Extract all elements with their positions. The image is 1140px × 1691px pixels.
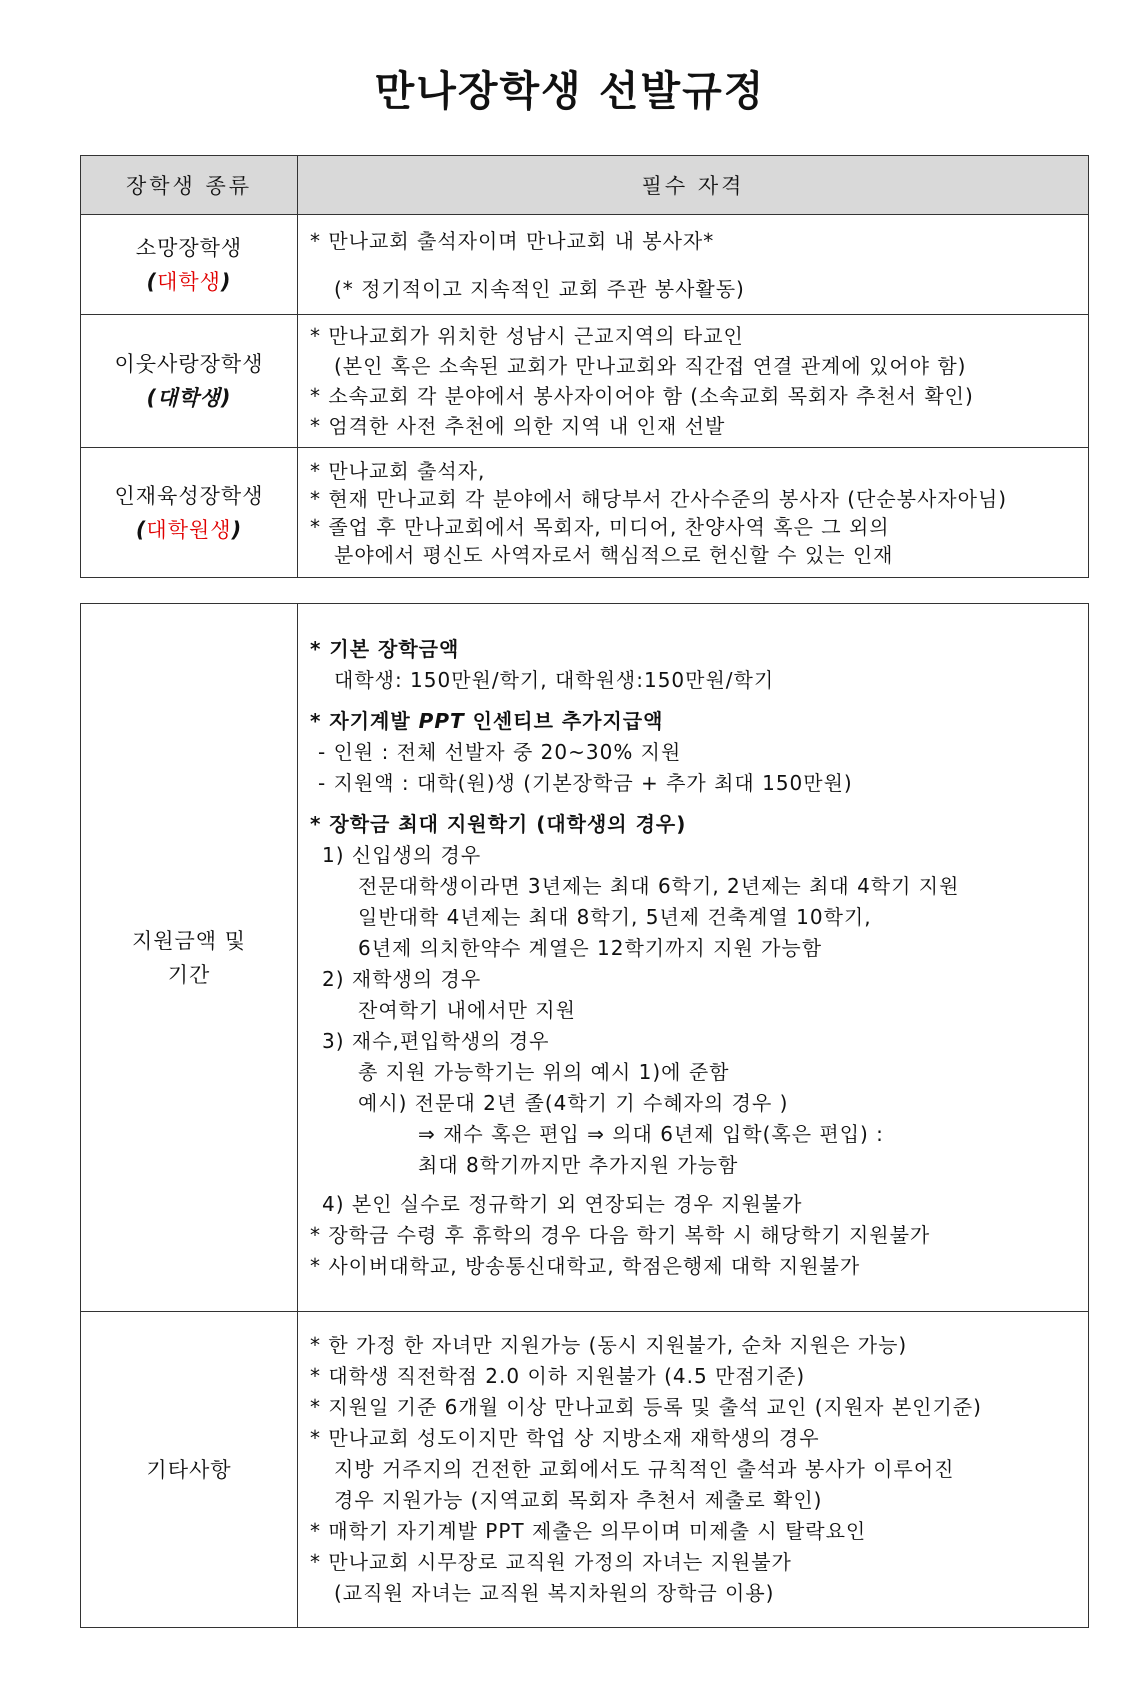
support-label-line1: 지원금액 및 [131,928,247,953]
table-row [81,1312,1089,1628]
spacer [310,1181,1076,1189]
max-line: 최대 8학기까지만 추가지원 가능함 [418,1152,739,1177]
max-line: 2) 재학생의 경우 [322,966,482,991]
requirement-line: (* 정기적이고 지속적인 교회 주관 봉사활동) [334,276,745,301]
requirement-line: * 만나교회가 위치한 성남시 근교지역의 타교인 [310,324,744,348]
max-line: 예시) 전문대 2년 졸(4학기 기 수혜자의 경우 ) [358,1090,789,1115]
table-row [81,448,1089,578]
requirement-cell [298,448,1089,578]
page-title: 만나장학생 선발규정 [374,67,766,115]
etc-line: 지방 거주지의 건전한 교회에서도 규칙적인 출석과 봉사가 이루어진 [334,1457,955,1481]
requirement-line: * 졸업 후 만나교회에서 목회자, 미디어, 찬양사역 혹은 그 외의 [310,514,890,539]
basic-amount-line: 대학생: 150만원/학기, 대학원생:150만원/학기 [334,667,775,692]
etc-line: * 매학기 자기계발 PPT 제출은 의무이며 미제출 시 탈락요인 [310,1519,867,1543]
requirement-line: * 소속교회 각 분야에서 봉사자이어야 함 (소속교회 목회자 추천서 확인) [310,384,974,408]
table-row [81,215,1089,315]
ppt-line: - 인원 : 전체 선발자 중 20~30% 지원 [318,739,682,764]
max-line: ⇒ 재수 혹은 편입 ⇒ 의대 6년제 입학(혹은 편입) : [418,1121,884,1146]
ppt-title-post: 인센티브 추가지급액 [464,708,664,733]
max-semester-title: * 장학금 최대 지원학기 (대학생의 경우) [310,811,687,836]
requirement-line: * 만나교회 출석자이며 만나교회 내 봉사자* [310,228,715,253]
scholarship-name: 이웃사랑장학생 [114,352,264,376]
etc-detail-cell [298,1312,1089,1628]
category-cell [81,1312,298,1628]
support-detail-cell [298,604,1089,1312]
etc-line: * 만나교회 성도이지만 학업 상 지방소재 재학생의 경우 [310,1426,820,1450]
category-cell [81,448,298,578]
etc-line: * 만나교회 시무장로 교직원 가정의 자녀는 지원불가 [310,1550,792,1574]
max-line: 일반대학 4년제는 최대 8학기, 5년제 건축계열 10학기, [358,904,872,929]
max-line: 1) 신입생의 경우 [322,842,482,867]
scholarship-name: 소망장학생 [135,235,243,260]
header-scholarship-type: 장학생 종류 [81,156,298,215]
requirement-cell [298,215,1089,315]
category-cell [81,215,298,315]
table-row [81,315,1089,448]
ppt-title-ppt: PPT [418,708,465,733]
scholarship-level: (대학생) [146,269,232,294]
requirement-line: * 현재 만나교회 각 분야에서 해당부서 간사수준의 봉사자 (단순봉사자아님) [310,486,1008,511]
scholarship-level: (대학원생) [135,517,243,542]
qualification-table [80,155,1089,578]
max-line: 6년제 의치한약수 계열은 12학기까지 지원 가능함 [358,935,823,960]
level-text: 대학생 [157,386,221,410]
basic-amount-title: * 기본 장학금액 [310,636,460,661]
max-line: 4) 본인 실수로 정규학기 외 연장되는 경우 지원불가 [322,1191,803,1216]
requirement-line: * 엄격한 사전 추천에 의한 지역 내 인재 선발 [310,414,726,438]
max-line: 전문대학생이라면 3년제는 최대 6학기, 2년제는 최대 4학기 지원 [358,873,960,898]
requirement-cell [298,315,1089,448]
category-cell [81,604,298,1312]
requirement-line: (본인 혹은 소속된 교회가 만나교회와 직간접 연결 관계에 있어야 함) [334,354,967,378]
max-line: 3) 재수,편입학생의 경우 [322,1028,550,1053]
etc-line: * 지원일 기준 6개월 이상 만나교회 등록 및 출석 교인 (지원자 본인기준) [310,1395,982,1419]
scholarship-level: (대학생) [146,386,232,410]
etc-line: (교직원 자녀는 교직원 복지차원의 장학금 이용) [334,1581,775,1605]
table-header-row [81,156,1089,215]
support-label-line2: 기간 [167,962,211,987]
max-line: 총 지원 가능학기는 위의 예시 1)에 준함 [358,1059,730,1084]
support-note: * 장학금 수령 후 휴학의 경우 다음 학기 복학 시 해당학기 지원불가 [310,1222,931,1247]
requirement-line: 분야에서 평신도 사역자로서 핵심적으로 헌신할 수 있는 인재 [334,542,894,567]
level-text: 대학원생 [146,517,232,542]
ppt-line: - 지원액 : 대학(원)생 (기본장학금 + 추가 최대 150만원) [318,770,853,795]
etc-line: * 대학생 직전학점 2.0 이하 지원불가 (4.5 만점기준) [310,1364,806,1388]
ppt-title-pre: * 자기계발 [310,708,419,733]
support-note: * 사이버대학교, 방송통신대학교, 학점은행제 대학 지원불가 [310,1253,861,1278]
etc-line: * 한 가정 한 자녀만 지원가능 (동시 지원불가, 순차 지원은 가능) [310,1333,908,1357]
etc-line: 경우 지원가능 (지역교회 목회자 추천서 제출로 확인) [334,1488,823,1512]
ppt-incentive-title [310,706,1076,737]
support-table [80,603,1089,1628]
header-requirements: 필수 자격 [298,156,1089,215]
scholarship-name: 인재육성장학생 [114,483,264,508]
etc-label: 기타사항 [146,1457,232,1482]
max-line: 잔여학기 내에서만 지원 [358,997,576,1022]
requirement-line: * 만나교회 출석자, [310,458,486,483]
table-row [81,604,1089,1312]
category-cell [81,315,298,448]
level-text: 대학생 [157,269,221,294]
